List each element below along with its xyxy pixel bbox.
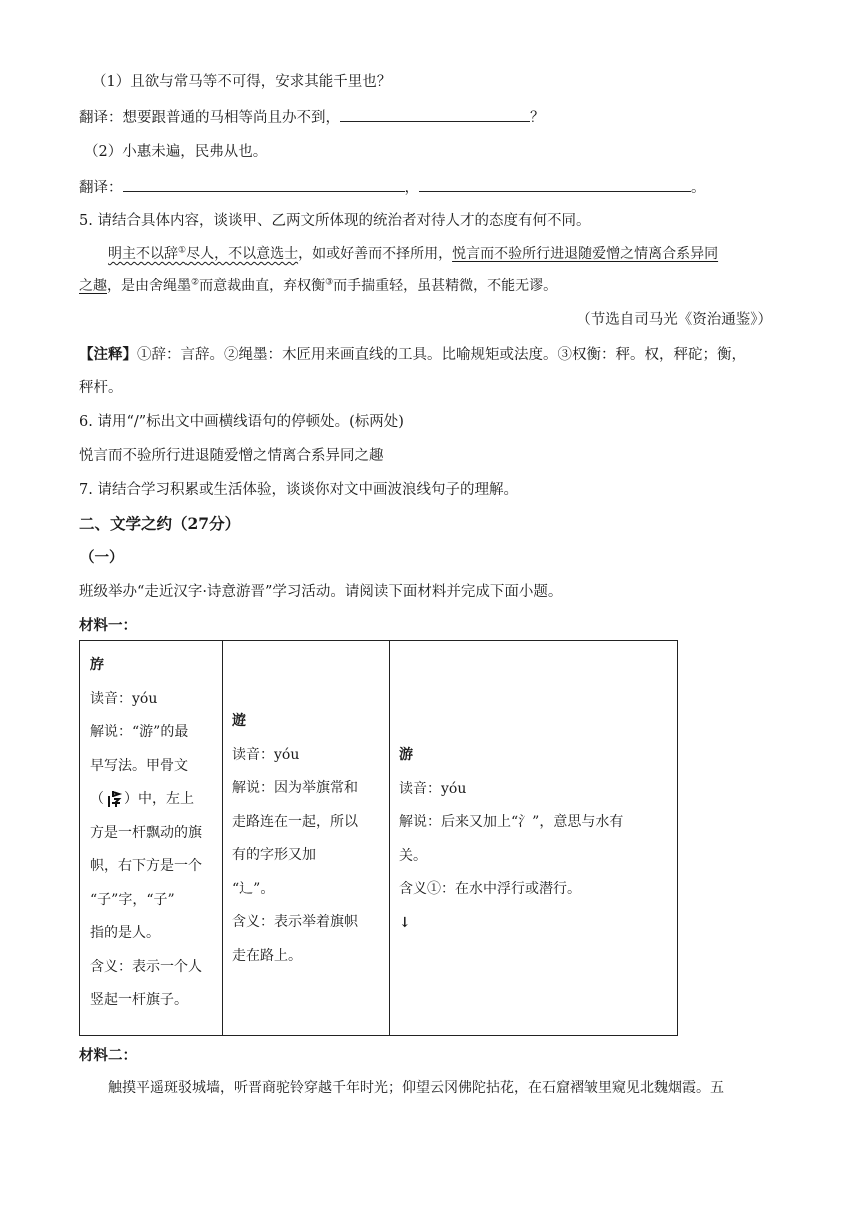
notes-line-1: 【注释】①辞：言辞。②绳墨：木匠用来画直线的工具。比喻规矩或法度。③权衡：秤。权，秤砣；衡， (79, 346, 746, 363)
question-6-sentence: 悦言而不验所行进退随爱憎之情离合系异同之趣 (79, 448, 384, 464)
answer-blank-2[interactable] (123, 177, 405, 192)
oracle-bone-glyph-icon (104, 789, 124, 809)
underlined-phrase-b: 之趣 (79, 278, 107, 294)
table-cell-you-water: 游 读音：yóu 解说：后来又加上“氵”，意思与水有 关。 含义①：在水中浮行或潜行。 ↓ (399, 739, 623, 940)
table-cell-you-walk: 遊 读音：yóu 解说：因为举旗常和 走路连在一起，所以 有的字形又加 “辶”。 含义：表示举着旗帜 走在路上。 (232, 705, 358, 973)
material-2-text: 触摸平遥斑驳城墙，听晋商驼铃穿越千年时光；仰望云冈佛陀拈花，在石窟褶皱里窥见北魏烟霞。五 (108, 1080, 724, 1096)
table-cell-you-early: 斿 读音：yóu 解说：“游”的最 早写法。甲骨文 （ ）中，左上 方是一杆飘动的旗 帜，右下方是一个 “子”字，“子” 指的是人。 含义：表示一个人 竖起一杆旗子。 (90, 649, 202, 1018)
passage-line-2: 之趣，是由舍绳墨②而意裁曲直，弃权衡③而手揣重轻，虽甚精微，不能无谬。 (79, 277, 558, 294)
notes-label: 【注释】 (79, 346, 137, 363)
part-1-heading: （一） (80, 549, 124, 566)
q4-sentence-2: （2）小惠未遍，民弗从也。 (84, 144, 268, 160)
translation-2-prefix: 翻译： (79, 180, 123, 196)
question-7: 7. 请结合学习积累或生活体验，谈谈你对文中画波浪线句子的理解。 (79, 482, 518, 498)
note-ref-3: ③ (325, 277, 334, 288)
translation-2-suffix: 。 (691, 180, 706, 196)
table-divider-1 (222, 641, 223, 1035)
material-2-label: 材料二： (79, 1047, 137, 1064)
question-6: 6. 请用“/”标出文中画横线语句的停顿处。(标两处) (79, 414, 404, 430)
underlined-phrase-a: 悦言而不验所行进退随爱憎之情离合系异同 (452, 246, 719, 262)
table-divider-2 (389, 641, 390, 1035)
q4-sentence-1: （1）且欲与常马等不可得，安求其能千里也？ (92, 74, 392, 90)
translation-1-suffix: ？ (530, 110, 545, 126)
answer-blank-3[interactable] (419, 177, 691, 192)
passage-line-1 (108, 244, 718, 264)
q4-translation-2 (79, 177, 706, 198)
question-5: 5. 请结合具体内容，谈谈甲、乙两文所体现的统治者对待人才的态度有何不同。 (79, 213, 591, 229)
q4-translation-1 (79, 107, 545, 128)
passage-plain-1: ，如或好善而不择所用， (298, 246, 453, 262)
passage-source: （节选自司马光《资治通鉴》） (576, 312, 772, 328)
activity-intro: 班级举办“走近汉字·诗意游晋”学习活动。请阅读下面材料并完成下面小题。 (79, 584, 563, 600)
note-ref-1: ① (178, 245, 187, 256)
character-evolution-table (79, 640, 678, 1036)
notes-line-2: 秤杆。 (79, 380, 123, 396)
translation-1-prefix: 翻译：想要跟普通的马相等尚且办不到， (79, 110, 340, 126)
char-you-water: 游 (399, 747, 413, 763)
char-you-walk: 遊 (232, 713, 246, 729)
down-arrow-icon: ↓ (399, 914, 411, 931)
answer-blank-1[interactable] (340, 107, 530, 122)
wavy-underlined-phrase-a: 明主不以辞①尽人，不以意选士 (108, 245, 299, 262)
section-2-heading: 二、文学之约（27分） (79, 514, 241, 533)
translation-2-mid: ， (404, 180, 419, 196)
material-1-label: 材料一： (79, 617, 137, 634)
char-you-early: 斿 (90, 657, 104, 673)
note-ref-2: ② (191, 277, 200, 288)
